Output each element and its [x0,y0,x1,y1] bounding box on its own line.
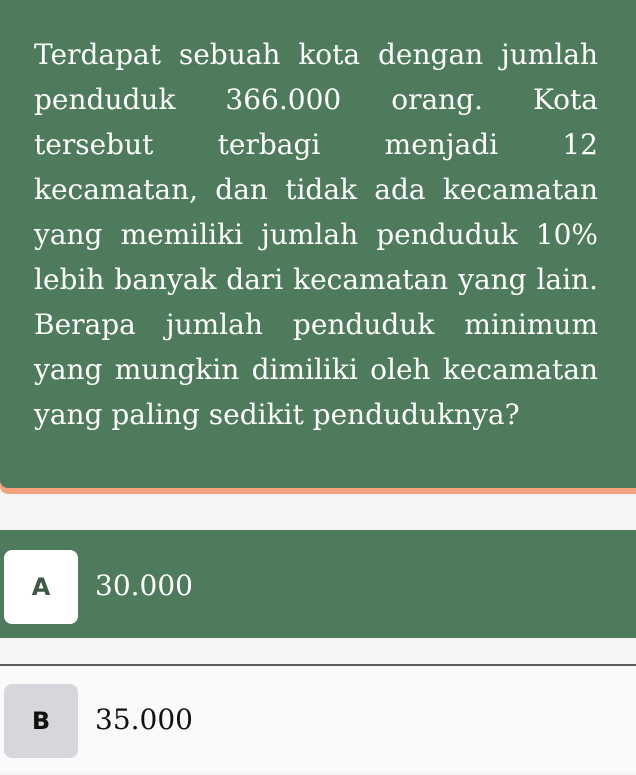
option-letter-badge: A [4,550,78,624]
option-letter-badge: B [4,684,78,758]
option-value: 35.000 [95,703,193,736]
question-text: Terdapat sebuah kota dengan jumlah penduduk 366.000 orang. Kota tersebut terbagi menjadi 12 kecamatan, dan tidak ada kecamatan yang memiliki jumlah penduduk 10% lebih banyak dari kecamatan yang lain. Berapa jumlah penduduk minimum yang mungkin dimiliki oleh kecamatan yang paling sedikit penduduknya? [34,38,598,431]
answer-option-b[interactable] [0,664,636,772]
answer-option-a[interactable] [0,530,636,638]
option-value: 30.000 [95,569,193,602]
answer-options [0,500,636,775]
